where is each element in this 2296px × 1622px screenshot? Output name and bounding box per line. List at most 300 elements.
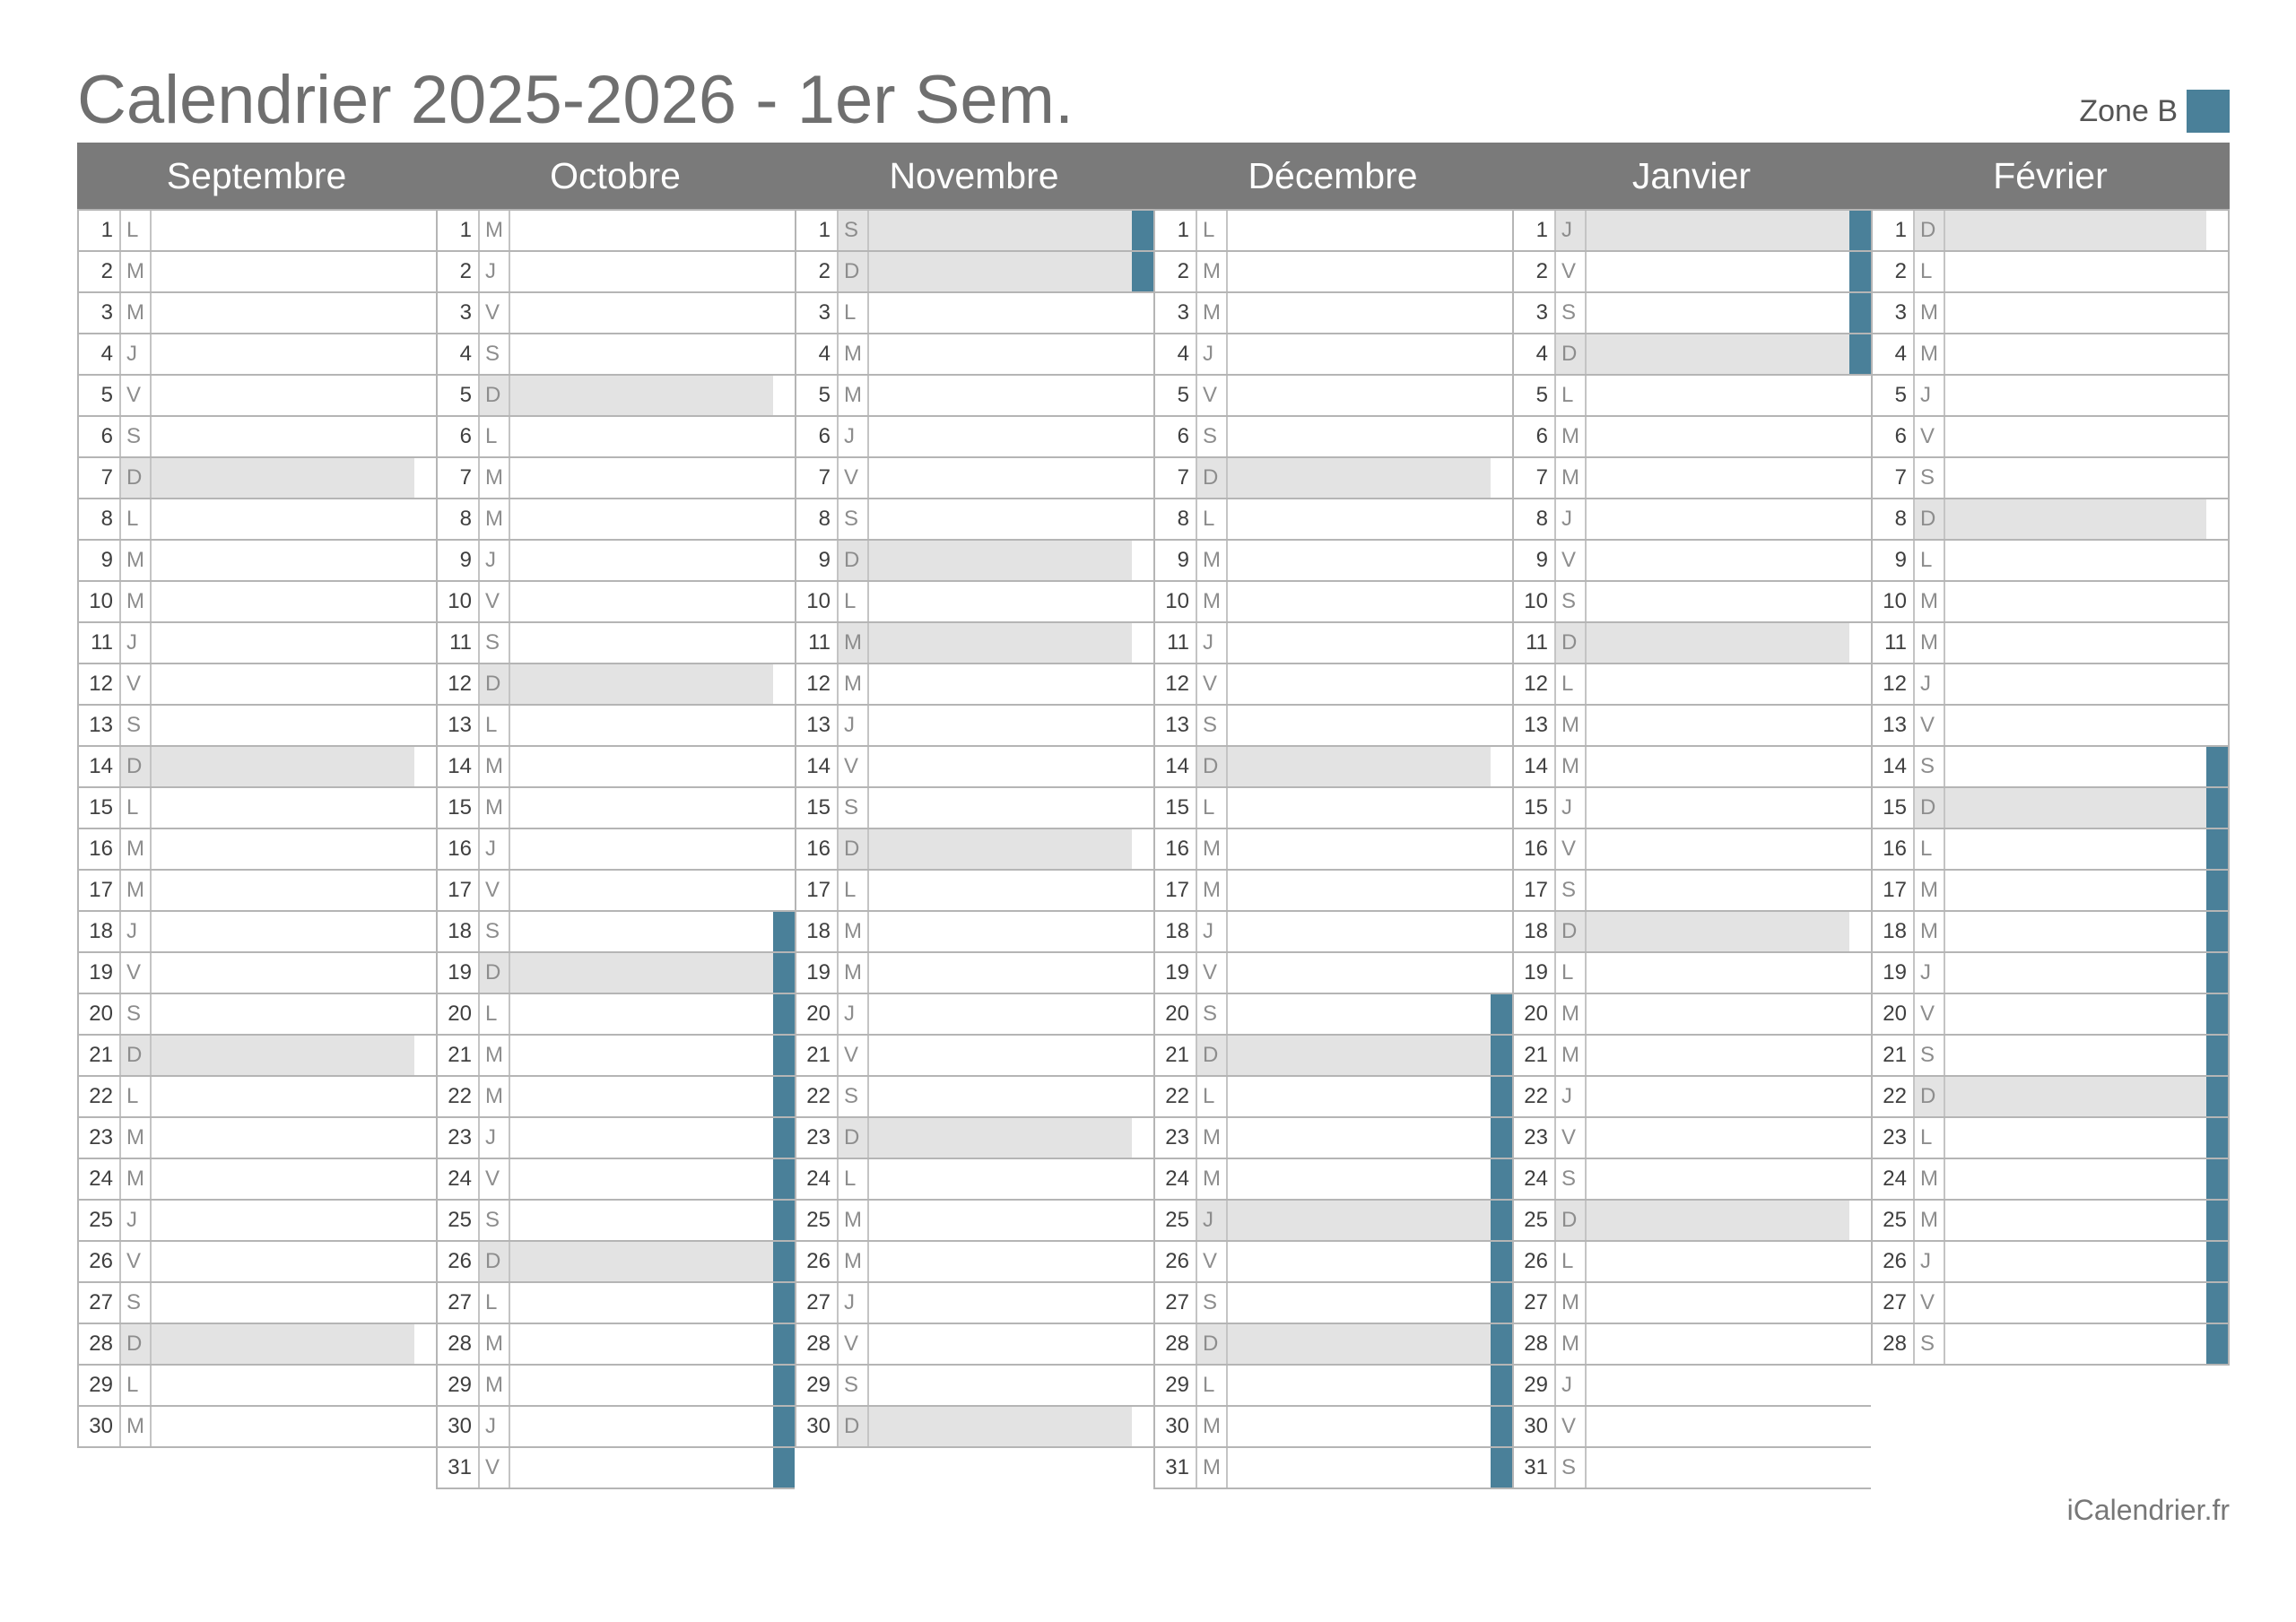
day-note-cell (869, 829, 1132, 869)
day-row (438, 1407, 795, 1448)
day-row (79, 747, 436, 788)
month-header-novembre: Novembre (889, 154, 1059, 196)
vacation-marker (1132, 417, 1153, 456)
day-of-week: J (1556, 1366, 1587, 1405)
day-number: 12 (79, 664, 121, 704)
day-number: 1 (438, 211, 480, 250)
vacation-marker (773, 334, 795, 374)
day-of-week: L (1197, 788, 1228, 828)
day-of-week: M (839, 1201, 869, 1240)
day-of-week: J (1556, 211, 1587, 250)
day-row (796, 912, 1153, 953)
day-number: 22 (1155, 1077, 1197, 1116)
vacation-marker (414, 623, 436, 663)
vacation-marker (1849, 499, 1871, 539)
day-number: 21 (438, 1036, 480, 1075)
day-number: 22 (1873, 1077, 1915, 1116)
day-of-week: M (839, 334, 869, 374)
day-note-cell (1945, 1036, 2206, 1075)
day-number: 12 (1155, 664, 1197, 704)
day-number: 24 (1155, 1159, 1197, 1199)
day-note-cell (152, 582, 414, 621)
day-row (1155, 1324, 1512, 1366)
day-of-week: J (480, 829, 510, 869)
day-row (79, 1159, 436, 1201)
day-of-week: L (839, 1159, 869, 1199)
vacation-marker (1491, 1242, 1512, 1281)
month-column (1512, 209, 1871, 1489)
vacation-marker (1849, 747, 1871, 786)
day-row (1514, 334, 1871, 376)
vacation-marker (1849, 953, 1871, 993)
day-of-week: D (121, 1324, 152, 1364)
vacation-marker (1132, 829, 1153, 869)
vacation-marker (1491, 1448, 1512, 1488)
day-number: 31 (438, 1448, 480, 1488)
day-of-week: L (1556, 1242, 1587, 1281)
day-note-cell (1587, 1366, 1849, 1405)
day-of-week: J (1556, 499, 1587, 539)
day-note-cell (1945, 871, 2206, 910)
day-number: 21 (796, 1036, 839, 1075)
day-row (79, 1118, 436, 1159)
day-of-week: M (121, 541, 152, 580)
day-row (1155, 1448, 1512, 1489)
day-note-cell (1228, 458, 1491, 498)
day-note-cell (510, 829, 773, 869)
vacation-marker (414, 417, 436, 456)
vacation-marker (1849, 1242, 1871, 1281)
day-row (438, 1366, 795, 1407)
day-number: 3 (1873, 293, 1915, 333)
day-number: 30 (1514, 1407, 1556, 1446)
vacation-marker (2206, 1283, 2228, 1323)
day-row (1514, 1407, 1871, 1448)
day-of-week: V (1915, 706, 1945, 745)
vacation-marker (1849, 788, 1871, 828)
day-number: 21 (1514, 1036, 1556, 1075)
day-row (438, 417, 795, 458)
day-note-cell (1587, 1036, 1849, 1075)
day-of-week: D (1915, 499, 1945, 539)
day-row (438, 664, 795, 706)
day-number: 25 (79, 1201, 121, 1240)
day-row (438, 747, 795, 788)
day-of-week: V (1915, 1283, 1945, 1323)
day-row (796, 747, 1153, 788)
day-number: 11 (79, 623, 121, 663)
day-note-cell (152, 541, 414, 580)
day-of-week: J (1197, 1201, 1228, 1240)
vacation-marker (773, 1283, 795, 1323)
day-row (1873, 788, 2228, 829)
day-number: 27 (1873, 1283, 1915, 1323)
vacation-marker (2206, 293, 2228, 333)
day-note-cell (152, 1242, 414, 1281)
day-number: 4 (79, 334, 121, 374)
day-number: 14 (1514, 747, 1556, 786)
day-note-cell (869, 871, 1132, 910)
day-row (438, 1242, 795, 1283)
vacation-marker (2206, 1201, 2228, 1240)
vacation-marker (1849, 829, 1871, 869)
day-row (1873, 541, 2228, 582)
day-note-cell (510, 252, 773, 291)
day-note-cell (869, 1242, 1132, 1281)
day-row (1514, 994, 1871, 1036)
day-note-cell (1228, 1036, 1491, 1075)
day-note-cell (1945, 664, 2206, 704)
vacation-marker (1491, 1077, 1512, 1116)
day-number: 27 (1514, 1283, 1556, 1323)
day-of-week: J (121, 912, 152, 951)
day-note-cell (152, 706, 414, 745)
day-row (79, 788, 436, 829)
day-row (1873, 209, 2228, 252)
day-note-cell (869, 334, 1132, 374)
day-note-cell (869, 953, 1132, 993)
vacation-marker (773, 953, 795, 993)
day-row (1155, 1283, 1512, 1324)
day-number: 29 (79, 1366, 121, 1405)
day-note-cell (1945, 293, 2206, 333)
day-number: 24 (1514, 1159, 1556, 1199)
day-of-week: S (1197, 706, 1228, 745)
day-number: 21 (79, 1036, 121, 1075)
day-of-week: M (1556, 1283, 1587, 1323)
day-row (1873, 458, 2228, 499)
day-note-cell (869, 1201, 1132, 1240)
day-of-week: M (1197, 829, 1228, 869)
vacation-marker (1491, 334, 1512, 374)
day-number: 27 (438, 1283, 480, 1323)
day-row (438, 541, 795, 582)
day-of-week: D (839, 829, 869, 869)
day-row (79, 499, 436, 541)
day-row (1514, 209, 1871, 252)
day-number: 12 (438, 664, 480, 704)
day-number: 25 (438, 1201, 480, 1240)
day-row (796, 499, 1153, 541)
day-number: 25 (796, 1201, 839, 1240)
day-note-cell (1228, 499, 1491, 539)
day-note-cell (869, 1077, 1132, 1116)
day-row (79, 1407, 436, 1448)
day-note-cell (152, 1036, 414, 1075)
day-of-week: M (121, 293, 152, 333)
day-of-week: D (480, 376, 510, 415)
day-of-week: J (1197, 623, 1228, 663)
day-note-cell (1587, 1407, 1849, 1446)
day-number: 26 (438, 1242, 480, 1281)
vacation-marker (1849, 1448, 1871, 1488)
day-number: 5 (438, 376, 480, 415)
day-row (1155, 582, 1512, 623)
day-of-week: D (839, 1118, 869, 1158)
day-of-week: L (480, 706, 510, 745)
day-number: 11 (1155, 623, 1197, 663)
day-row (1155, 953, 1512, 994)
day-number: 7 (79, 458, 121, 498)
month-column (1153, 209, 1512, 1489)
day-note-cell (152, 1366, 414, 1405)
day-number: 7 (796, 458, 839, 498)
day-note-cell (1945, 211, 2206, 250)
day-note-cell (1587, 499, 1849, 539)
day-number: 16 (1514, 829, 1556, 869)
day-number: 27 (79, 1283, 121, 1323)
vacation-marker (2206, 334, 2228, 374)
vacation-marker (1491, 376, 1512, 415)
day-note-cell (510, 293, 773, 333)
day-of-week: J (121, 1201, 152, 1240)
day-note-cell (510, 1201, 773, 1240)
day-of-week: M (839, 912, 869, 951)
day-row (1155, 912, 1512, 953)
day-note-cell (1228, 1407, 1491, 1446)
day-note-cell (869, 1118, 1132, 1158)
day-row (796, 334, 1153, 376)
day-row (1155, 1407, 1512, 1448)
day-row (438, 788, 795, 829)
day-row (1873, 623, 2228, 664)
day-of-week: S (839, 499, 869, 539)
day-of-week: D (1197, 1036, 1228, 1075)
day-note-cell (1587, 1448, 1849, 1488)
vacation-marker (1132, 499, 1153, 539)
day-of-week: M (480, 747, 510, 786)
day-row (1873, 1159, 2228, 1201)
day-note-cell (510, 582, 773, 621)
day-note-cell (869, 417, 1132, 456)
day-note-cell (1587, 582, 1849, 621)
vacation-marker (1849, 871, 1871, 910)
vacation-marker (414, 211, 436, 250)
day-row (1873, 1324, 2228, 1366)
day-number: 19 (1155, 953, 1197, 993)
day-note-cell (1587, 829, 1849, 869)
day-number: 8 (1155, 499, 1197, 539)
vacation-marker (414, 1242, 436, 1281)
month-header-octobre: Octobre (550, 154, 681, 196)
day-number: 10 (1873, 582, 1915, 621)
day-number: 7 (1873, 458, 1915, 498)
vacation-marker (773, 871, 795, 910)
calendar-grid (77, 143, 2230, 1489)
vacation-marker (1132, 541, 1153, 580)
day-row (1514, 499, 1871, 541)
day-note-cell (152, 458, 414, 498)
day-row (1873, 664, 2228, 706)
day-of-week: M (1556, 1036, 1587, 1075)
day-number: 5 (1155, 376, 1197, 415)
day-row (1155, 871, 1512, 912)
day-note-cell (152, 871, 414, 910)
day-row (1514, 252, 1871, 293)
day-number: 23 (1873, 1118, 1915, 1158)
day-row (438, 458, 795, 499)
day-note-cell (1587, 664, 1849, 704)
vacation-marker (414, 994, 436, 1034)
day-note-cell (152, 211, 414, 250)
day-of-week: M (1556, 994, 1587, 1034)
day-of-week: M (121, 252, 152, 291)
day-row (1155, 252, 1512, 293)
vacation-marker (414, 953, 436, 993)
day-row (79, 582, 436, 623)
day-row (796, 1283, 1153, 1324)
day-number: 23 (79, 1118, 121, 1158)
day-of-week: V (121, 1242, 152, 1281)
day-of-week: V (839, 747, 869, 786)
day-number: 28 (438, 1324, 480, 1364)
day-of-week: S (121, 994, 152, 1034)
vacation-marker (1132, 582, 1153, 621)
day-note-cell (1587, 1324, 1849, 1364)
day-note-cell (1228, 1448, 1491, 1488)
day-note-cell (1228, 293, 1491, 333)
day-row (79, 912, 436, 953)
day-of-week: L (1915, 252, 1945, 291)
day-of-week: L (480, 1283, 510, 1323)
vacation-marker (1132, 664, 1153, 704)
day-number: 9 (1155, 541, 1197, 580)
day-note-cell (1945, 252, 2206, 291)
day-of-week: M (480, 1324, 510, 1364)
day-note-cell (1228, 912, 1491, 951)
day-note-cell (1228, 747, 1491, 786)
day-number: 31 (1155, 1448, 1197, 1488)
day-row (796, 293, 1153, 334)
day-number: 16 (1155, 829, 1197, 869)
vacation-marker (1132, 912, 1153, 951)
day-note-cell (152, 994, 414, 1034)
day-row (796, 376, 1153, 417)
vacation-marker (1132, 994, 1153, 1034)
day-note-cell (510, 1077, 773, 1116)
day-row (796, 582, 1153, 623)
day-note-cell (152, 1159, 414, 1199)
vacation-marker (1491, 788, 1512, 828)
day-row (1514, 623, 1871, 664)
day-number: 13 (79, 706, 121, 745)
vacation-marker (1132, 334, 1153, 374)
day-note-cell (1228, 376, 1491, 415)
day-note-cell (869, 293, 1132, 333)
day-of-week: V (1197, 376, 1228, 415)
day-of-week: S (1556, 293, 1587, 333)
day-row (79, 252, 436, 293)
day-row (1514, 1077, 1871, 1118)
vacation-marker (1491, 912, 1512, 951)
day-of-week: V (480, 1159, 510, 1199)
vacation-marker (414, 334, 436, 374)
day-row (438, 1324, 795, 1366)
day-note-cell (1228, 1283, 1491, 1323)
day-of-week: S (121, 417, 152, 456)
vacation-marker (2206, 912, 2228, 951)
day-of-week: S (480, 334, 510, 374)
vacation-marker (414, 1324, 436, 1364)
day-number: 31 (1514, 1448, 1556, 1488)
day-number: 18 (1873, 912, 1915, 951)
day-note-cell (152, 334, 414, 374)
vacation-marker (1491, 252, 1512, 291)
day-row (438, 1448, 795, 1489)
day-of-week: V (1556, 252, 1587, 291)
day-of-week: M (839, 1242, 869, 1281)
day-note-cell (152, 293, 414, 333)
day-row (1873, 1118, 2228, 1159)
vacation-marker (414, 1407, 436, 1446)
day-note-cell (152, 376, 414, 415)
vacation-marker (2206, 1159, 2228, 1199)
day-number: 8 (1873, 499, 1915, 539)
day-row (1514, 1036, 1871, 1077)
day-of-week: M (839, 664, 869, 704)
day-of-week: M (1556, 1324, 1587, 1364)
day-number: 11 (1873, 623, 1915, 663)
day-of-week: L (121, 788, 152, 828)
day-note-cell (869, 706, 1132, 745)
day-note-cell (869, 582, 1132, 621)
day-of-week: J (839, 994, 869, 1034)
day-row (438, 252, 795, 293)
day-note-cell (152, 1407, 414, 1446)
day-number: 30 (1155, 1407, 1197, 1446)
vacation-marker (773, 706, 795, 745)
day-of-week: M (121, 1118, 152, 1158)
day-of-week: S (1556, 871, 1587, 910)
day-of-week: M (1197, 1118, 1228, 1158)
vacation-marker (773, 376, 795, 415)
day-number: 25 (1873, 1201, 1915, 1240)
day-of-week: D (480, 1242, 510, 1281)
day-of-week: L (121, 211, 152, 250)
day-number: 26 (1514, 1242, 1556, 1281)
vacation-marker (2206, 1242, 2228, 1281)
vacation-marker (1491, 499, 1512, 539)
day-row (1155, 209, 1512, 252)
day-of-week: D (1915, 211, 1945, 250)
day-note-cell (1228, 334, 1491, 374)
day-number: 27 (796, 1283, 839, 1323)
day-note-cell (1945, 541, 2206, 580)
day-of-week: V (1197, 664, 1228, 704)
day-number: 23 (1155, 1118, 1197, 1158)
day-number: 20 (438, 994, 480, 1034)
day-note-cell (1587, 1201, 1849, 1240)
day-row (796, 953, 1153, 994)
day-number: 9 (438, 541, 480, 580)
day-number: 14 (796, 747, 839, 786)
day-of-week: S (1915, 1324, 1945, 1364)
day-number: 9 (796, 541, 839, 580)
vacation-marker (2206, 953, 2228, 993)
day-number: 12 (1873, 664, 1915, 704)
day-note-cell (1228, 582, 1491, 621)
day-of-week: S (839, 1366, 869, 1405)
day-of-week: V (480, 871, 510, 910)
day-row (796, 829, 1153, 871)
day-of-week: L (1197, 211, 1228, 250)
vacation-marker (1849, 293, 1871, 333)
day-of-week: V (839, 1324, 869, 1364)
day-note-cell (1945, 1159, 2206, 1199)
day-row (796, 252, 1153, 293)
day-number: 19 (1514, 953, 1556, 993)
day-note-cell (1587, 417, 1849, 456)
